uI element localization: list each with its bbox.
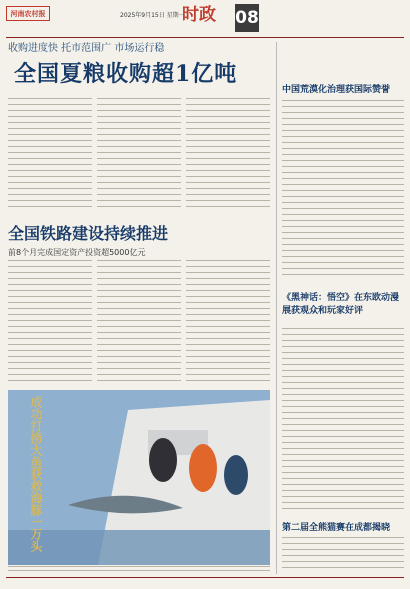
lead-headline: 全国夏粮收购超1亿吨 (14, 61, 238, 87)
text-column (186, 98, 270, 208)
crew-member (224, 455, 248, 495)
footer-rule (6, 577, 404, 578)
paragraph-text (186, 98, 270, 208)
masthead-rule (6, 37, 404, 38)
lead-article-body (8, 98, 270, 208)
issue-date: 2025年9月15日 星期一 (120, 12, 185, 19)
paragraph-text (97, 98, 181, 208)
column-divider (276, 42, 277, 574)
text-column (97, 98, 181, 208)
paragraph-text (186, 260, 270, 385)
water-foreground (8, 530, 270, 565)
text-column (186, 260, 270, 385)
rail-article-body (8, 260, 270, 385)
right-article-body (282, 100, 404, 280)
right-headline-panda: 第二届全熊猫赛在成都揭晓 (282, 523, 391, 533)
paragraph-text (8, 260, 92, 385)
newspaper-logo: 河南农村报 (6, 6, 50, 21)
text-column (8, 260, 92, 385)
right-article-body (282, 328, 404, 513)
photo-scene (8, 390, 270, 565)
right-headline-desertification: 中国荒漠化治理获国际赞誉 (282, 85, 391, 95)
photo-caption (8, 566, 270, 573)
masthead (0, 0, 410, 40)
text-column (8, 98, 92, 208)
page-number: 08 (235, 4, 259, 32)
right-headline-black-myth: 《黑神话：悟空》在东欧动漫展获观众和玩家好评 (282, 293, 400, 316)
right-article-body (282, 537, 404, 573)
rail-subheadline: 前8个月完成国定资产投资超5000亿元 (8, 248, 146, 257)
rail-headline: 全国铁路建设持续推进 (8, 224, 169, 243)
lead-kicker: 收购进度快 托市范围广 市场运行稳 (8, 43, 165, 54)
crew-member (149, 438, 177, 482)
paragraph-text (97, 260, 181, 385)
crew-member (189, 444, 217, 492)
paragraph-text (8, 98, 92, 208)
section-title: 时政 (182, 5, 216, 25)
news-photo (8, 390, 270, 565)
photo-overlay-title: 成功打捞大鱼获救海豚一万头 (29, 396, 43, 552)
text-column (97, 260, 181, 385)
